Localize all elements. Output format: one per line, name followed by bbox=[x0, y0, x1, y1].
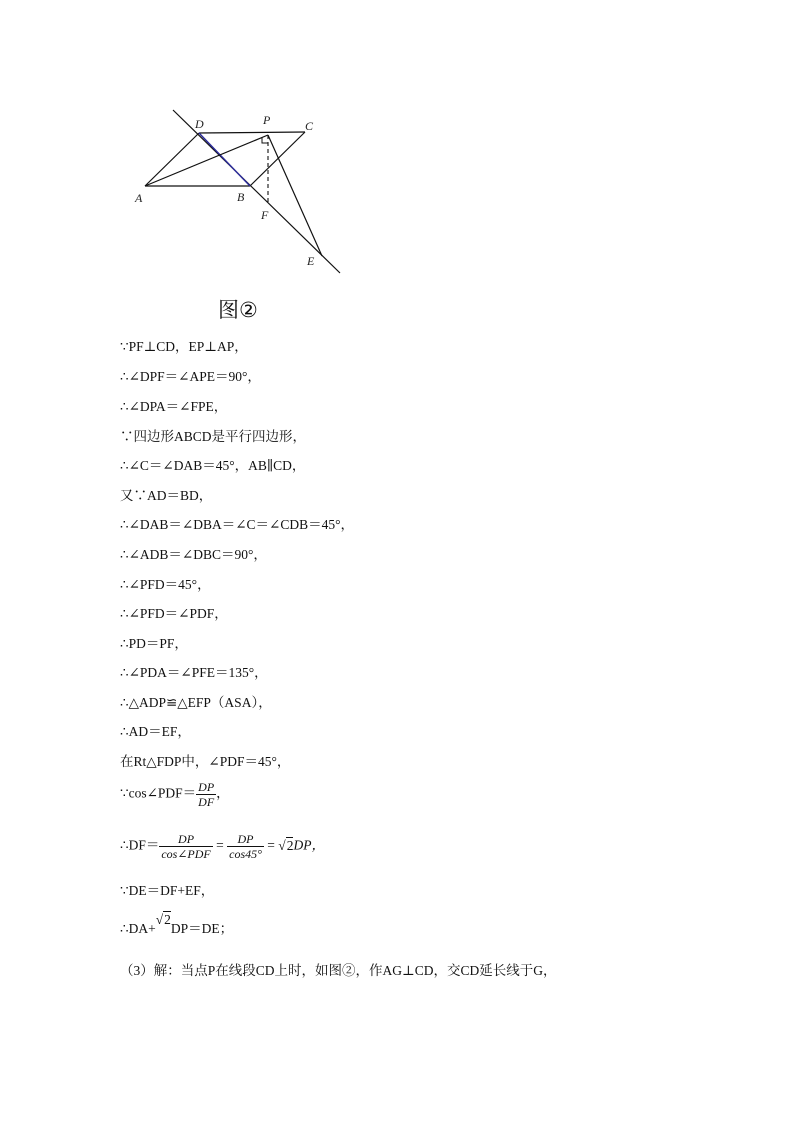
geometry-figure bbox=[125, 100, 365, 285]
label-e: E bbox=[307, 254, 315, 268]
sqrt-radicand: 2 bbox=[286, 837, 294, 853]
label-d: D bbox=[195, 117, 204, 131]
proof-line-10: ∴∠PFD＝∠PDF， bbox=[120, 606, 228, 621]
figure-caption: 图② bbox=[218, 298, 258, 322]
proof-line-cos bbox=[120, 780, 230, 809]
part-3-line: （3）解：当点P在线段CD上时，如图②，作AG⊥CD，交CD延长线于G， bbox=[120, 963, 557, 978]
df-prefix: ∴DF＝ bbox=[120, 837, 160, 853]
diagonal-db bbox=[199, 133, 250, 186]
proof-line-13: ∴△ADP≌△EFP（ASA）， bbox=[120, 695, 272, 710]
fraction-denominator: cos45° bbox=[229, 847, 262, 861]
proof-line-2: ∴∠DPF＝∠APE＝90°， bbox=[120, 369, 261, 384]
label-b: B bbox=[237, 190, 245, 204]
fraction-numerator: DP bbox=[198, 780, 215, 794]
edge-dc bbox=[199, 132, 305, 133]
sqrt-radicand: 2 bbox=[164, 912, 171, 927]
fraction-numerator: DP bbox=[237, 832, 254, 846]
edge-cb bbox=[250, 132, 305, 186]
fraction-dp-cos45 bbox=[227, 832, 264, 861]
proof-line-6: 又∵AD＝BD， bbox=[120, 488, 213, 503]
fraction-denominator: cos∠PDF bbox=[161, 847, 211, 861]
proof-line-12: ∴∠PDA＝∠PFE＝135°， bbox=[120, 665, 268, 680]
proof-line-9: ∴∠PFD＝45°， bbox=[120, 577, 211, 592]
fraction-dp-df bbox=[196, 780, 216, 809]
proof-line-3: ∴∠DPA＝∠FPE， bbox=[120, 399, 228, 414]
cos-suffix: ， bbox=[216, 785, 230, 801]
equals-sign: = bbox=[267, 837, 275, 853]
equals-sign: = bbox=[216, 837, 224, 853]
proof-line-15: 在Rt△FDP中，∠PDF＝45°， bbox=[120, 754, 291, 769]
df-tail: DP， bbox=[293, 837, 325, 853]
label-p: P bbox=[263, 113, 271, 127]
right-angle-marker bbox=[262, 137, 268, 143]
fraction-numerator: DP bbox=[178, 832, 195, 846]
sqrt-two: √2 bbox=[155, 912, 171, 927]
da-prefix: ∴DA+ bbox=[120, 921, 156, 936]
proof-line-7: ∴∠DAB＝∠DBA＝∠C＝∠CDB＝45°， bbox=[120, 517, 355, 532]
proof-line-df bbox=[120, 832, 325, 861]
label-c: C bbox=[305, 119, 314, 133]
edge-ad bbox=[145, 133, 199, 186]
proof-line-de: ∵DE＝DF+EF， bbox=[120, 883, 215, 898]
proof-line-1: ∵PF⊥CD，EP⊥AP， bbox=[120, 339, 248, 354]
proof-line-14: ∴AD＝EF， bbox=[120, 724, 191, 739]
proof-line-5: ∴∠C＝∠DAB＝45°，AB∥CD， bbox=[120, 458, 306, 473]
da-tail: DP＝DE； bbox=[170, 921, 234, 936]
label-a: A bbox=[135, 191, 143, 205]
segment-pe bbox=[268, 135, 322, 256]
fraction-denominator: DF bbox=[198, 795, 215, 809]
sqrt-two: √2 bbox=[278, 837, 294, 853]
label-f: F bbox=[261, 208, 269, 222]
proof-line-11: ∴PD＝PF， bbox=[120, 636, 188, 651]
cos-prefix: ∵cos∠PDF＝ bbox=[120, 785, 197, 801]
proof-line-4: ∵四边形ABCD是平行四边形， bbox=[120, 429, 307, 444]
proof-line-da bbox=[120, 912, 234, 938]
fraction-dp-cos-pdf bbox=[159, 832, 212, 861]
proof-line-8: ∴∠ADB＝∠DBC＝90°， bbox=[120, 547, 267, 562]
